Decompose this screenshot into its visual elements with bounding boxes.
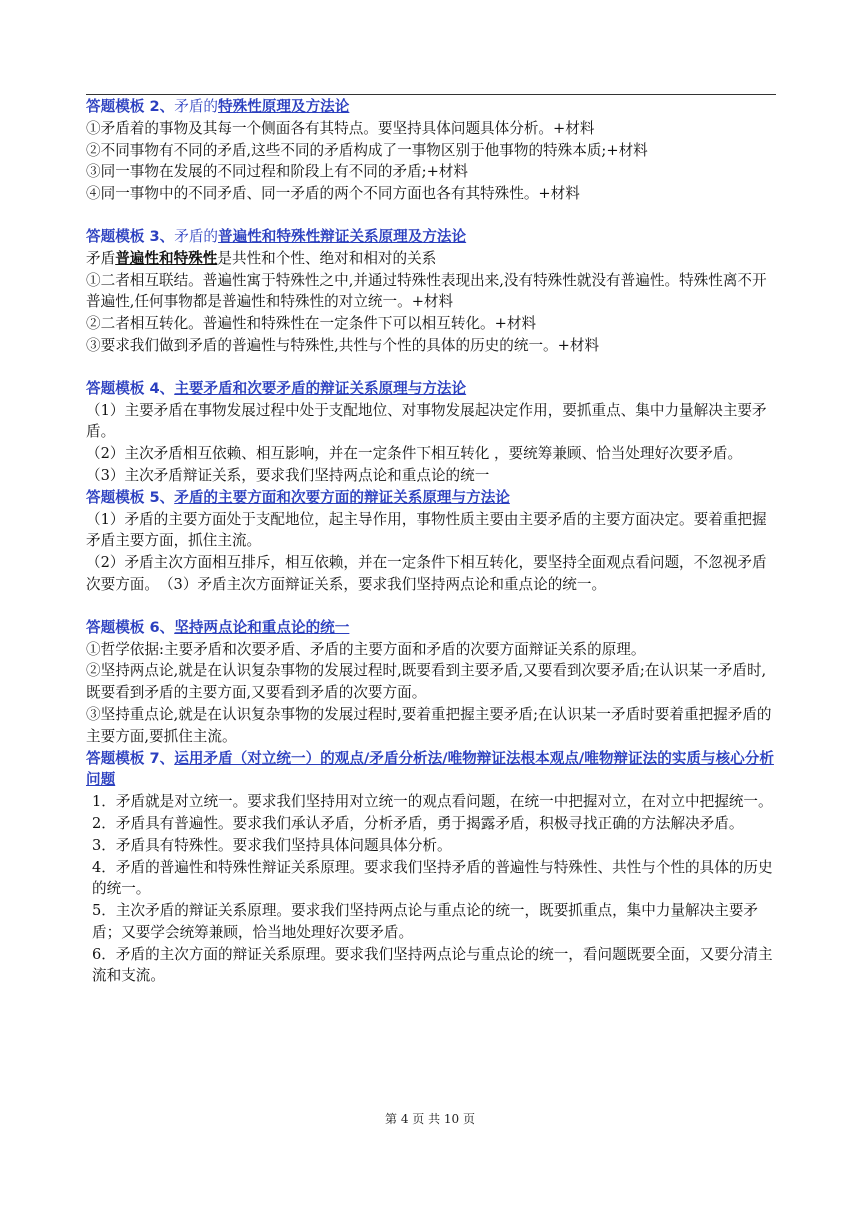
heading-mid: 矛盾的 xyxy=(174,227,219,245)
heading-template-5 xyxy=(86,487,778,509)
heading-template-4 xyxy=(86,378,778,400)
heading-template-6 xyxy=(86,617,778,639)
heading-prefix: 答题模板 2、 xyxy=(86,98,175,115)
heading-prefix: 答题模板 5、 xyxy=(86,488,175,506)
s6-item-1: ①哲学依据:主要矛盾和次要矛盾、矛盾的主要方面和矛盾的次要方面辩证关系的原理。 xyxy=(86,640,646,658)
heading-title: 坚持两点论和重点论的统一 xyxy=(174,618,350,636)
s4-item-2: （2）主次矛盾相互依赖、相互影响，并在一定条件下相互转化 ，要统筹兼顾、恰当处理好次要矛盾。 xyxy=(86,445,743,463)
intro-text: 是共性和个性、绝对和相对的关系 xyxy=(217,249,437,267)
document-body xyxy=(86,96,778,987)
s7-item-5: 5．主次矛盾的辩证关系原理。要求我们坚持两点论与重点论的统一，既要抓重点，集中力量解决主要矛盾；又要学会统筹兼顾，恰当地处理好次要矛盾。 xyxy=(92,902,759,941)
s3-item-1: ①二者相互联结。普遍性寓于特殊性之中,并通过特殊性表现出来,没有特殊性就没有普遍性。特殊性离不开普遍性,任何事物都是普遍性和特殊性的对立统一。+材料 xyxy=(86,271,767,311)
heading-title: 主要矛盾和次要矛盾的辩证关系原理与方法论 xyxy=(174,379,467,397)
s3-item-2: ②二者相互转化。普遍性和特殊性在一定条件下可以相互转化。+材料 xyxy=(86,315,537,333)
s6-item-3: ③坚持重点论,就是在认识复杂事物的发展过程时,要着重把握主要矛盾;在认识某一矛盾时要着重把握矛盾的主要方面,要抓住主流。 xyxy=(86,705,772,745)
s7-item-1: 1．矛盾就是对立统一。要求我们坚持用对立统一的观点看问题，在统一中把握对立，在对立中把握统一。 xyxy=(92,793,773,811)
intro-text: 矛盾 xyxy=(86,249,116,267)
s7-item-6: 6．矛盾的主次方面的辩证关系原理。要求我们坚持两点论与重点论的统一，看问题既要全面，又要分清主流和支流。 xyxy=(92,945,773,985)
s4-item-1: （1）主要矛盾在事物发展过程中处于支配地位、对事物发展起决定作用，要抓重点、集中力量解决主要矛盾。 xyxy=(86,401,767,441)
heading-mid: 矛盾的 xyxy=(174,98,219,115)
intro-highlight: 普遍性和特殊性 xyxy=(115,249,218,267)
heading-template-7 xyxy=(86,748,778,792)
s7-item-4: 4．矛盾的普遍性和特殊性辩证关系原理。要求我们坚持矛盾的普遍性与特殊性、共性与个性的具体的历史的统一。 xyxy=(92,858,773,898)
heading-title: 特殊性原理及方法论 xyxy=(218,98,350,115)
header-rule xyxy=(86,94,776,95)
heading-title: 运用矛盾（对立统一）的观点/矛盾分析法/唯物辩证法根本观点/唯物辩证法的实质与核心分析问题 xyxy=(86,749,774,789)
s7-item-2: 2．矛盾具有普遍性。要求我们承认矛盾，分析矛盾，勇于揭露矛盾，积极寻找正确的方法解决矛盾。 xyxy=(92,814,744,832)
s2-item-4: ④同一事物中的不同矛盾、同一矛盾的两个不同方面也各有其特殊性。+材料 xyxy=(86,185,580,203)
s5-item-1: （1）矛盾的主要方面处于支配地位，起主导作用，事物性质主要由主要矛盾的主要方面决定。要着重把握矛盾主要方面，抓住主流。 xyxy=(86,510,767,550)
s5-item-2: （2）矛盾主次方面相互排斥，相互依赖，并在一定条件下相互转化，要坚持全面观点看问题，不忽视矛盾次要方面。 （3）矛盾主次方面辩证关系，要求我们坚持两点论和重点论的统一。 xyxy=(86,554,767,593)
heading-prefix: 答题模板 4、 xyxy=(86,379,175,397)
heading-prefix: 答题模板 7、 xyxy=(86,749,175,767)
heading-template-2 xyxy=(86,96,778,118)
page-footer: 第 4 页 共 10 页 xyxy=(385,1112,475,1126)
s2-item-3: ③同一事物在发展的不同过程和阶段上有不同的矛盾;+材料 xyxy=(86,163,468,181)
s7-item-3: 3．矛盾具有特殊性。要求我们坚持具体问题具体分析。 xyxy=(92,836,452,854)
heading-title: 普遍性和特殊性辩证关系原理及方法论 xyxy=(218,227,467,245)
s6-item-2: ②坚持两点论,就是在认识复杂事物的发展过程时,既要看到主要矛盾,又要看到次要矛盾;在认识某一矛盾时,既要看到矛盾的主要方面,又要看到矛盾的次要方面。 xyxy=(86,662,767,702)
s4-item-3: （3）主次矛盾辩证关系，要求我们坚持两点论和重点论的统一 xyxy=(86,466,490,484)
heading-template-3 xyxy=(86,226,778,248)
heading-prefix: 答题模板 3、 xyxy=(86,227,175,245)
s3-intro xyxy=(86,248,778,270)
s2-item-1: ①矛盾着的事物及其每一个侧面各有其特点。要坚持具体问题具体分析。+材料 xyxy=(86,119,595,137)
heading-prefix: 答题模板 6、 xyxy=(86,618,175,636)
heading-title: 矛盾的主要方面和次要方面的辩证关系原理与方法论 xyxy=(174,488,510,506)
s3-item-3: ③要求我们做到矛盾的普遍性与特殊性,共性与个性的具体的历史的统一。+材料 xyxy=(86,336,600,354)
s2-item-2: ②不同事物有不同的矛盾,这些不同的矛盾构成了一事物区别于他事物的特殊本质;+材料 xyxy=(86,141,648,159)
